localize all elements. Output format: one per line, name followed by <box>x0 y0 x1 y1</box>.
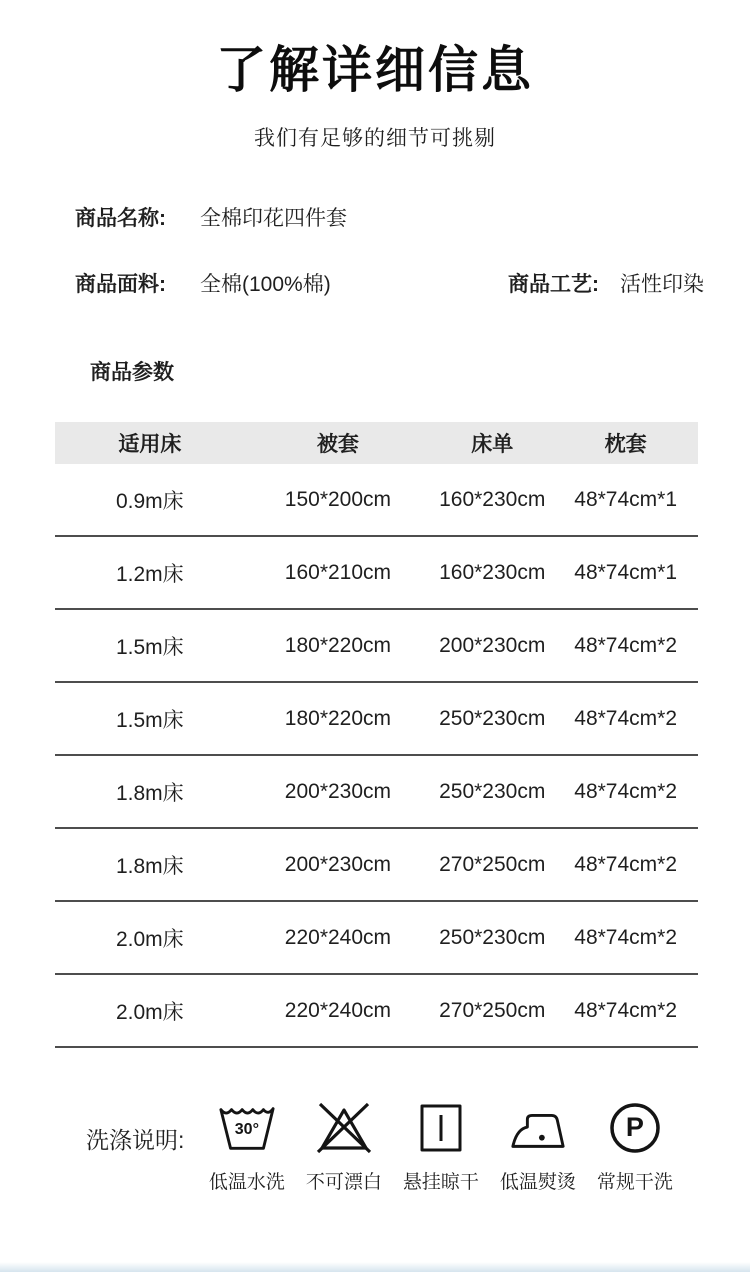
washing-item-hang-dry <box>392 1098 489 1194</box>
cell-duvet-cover: 220*240cm <box>284 998 392 1022</box>
cell-pillowcase: 48*74cm*2 <box>574 779 677 803</box>
header-bed: 适用床 <box>118 433 182 456</box>
washing-caption: 不可漂白 <box>305 1172 382 1193</box>
header-sheet: 床单 <box>471 433 514 456</box>
washing-item-no-bleach <box>295 1098 392 1194</box>
cell-duvet-cover: 150*200cm <box>284 487 392 511</box>
table-row <box>55 829 698 902</box>
dry-clean-icon <box>608 1098 662 1158</box>
table-row <box>55 902 698 975</box>
washing-item-iron-low <box>489 1098 586 1194</box>
cell-pillowcase: 48*74cm*2 <box>574 998 677 1022</box>
cell-duvet-cover: 180*220cm <box>284 633 392 657</box>
washing-instructions-label: 洗涤说明: <box>86 1127 185 1153</box>
params-section-title: 商品参数 <box>90 361 174 384</box>
cell-sheet: 250*230cm <box>439 779 546 803</box>
cell-bed: 1.2m床 <box>115 562 184 586</box>
header-pillowcase: 枕套 <box>604 433 647 456</box>
cell-pillowcase: 48*74cm*1 <box>574 487 677 511</box>
washing-item-dry-clean <box>586 1098 683 1194</box>
cell-sheet: 160*230cm <box>439 487 546 511</box>
cell-sheet: 200*230cm <box>439 633 546 657</box>
cell-duvet-cover: 200*230cm <box>284 852 392 876</box>
wash-temp-text: 30° <box>234 1121 259 1138</box>
header-duvet-cover: 被套 <box>316 433 359 456</box>
product-fabric-label: 商品面料: <box>75 273 166 296</box>
washing-items <box>198 1098 683 1194</box>
product-name-row <box>0 202 750 232</box>
cell-pillowcase: 48*74cm*2 <box>574 925 677 949</box>
table-row <box>55 975 698 1048</box>
cell-bed: 1.8m床 <box>115 781 184 805</box>
cell-bed: 1.5m床 <box>115 708 184 732</box>
page-title: 了解详细信息 <box>216 42 534 98</box>
washing-caption: 低温熨烫 <box>499 1172 576 1193</box>
table-row <box>55 537 698 610</box>
wash-30-icon <box>218 1098 276 1158</box>
table-row <box>55 683 698 756</box>
size-table-header <box>55 422 698 464</box>
no-bleach-icon <box>314 1098 374 1158</box>
product-craft-value: 活性印染 <box>620 273 704 296</box>
washing-instructions-section <box>86 1098 750 1194</box>
cell-bed: 0.9m床 <box>115 489 184 513</box>
cell-sheet: 270*250cm <box>439 852 546 876</box>
bottom-decor-strip <box>0 1262 750 1272</box>
cell-duvet-cover: 200*230cm <box>284 779 392 803</box>
cell-sheet: 250*230cm <box>439 706 546 730</box>
cell-sheet: 160*230cm <box>439 560 546 584</box>
product-name-value: 全棉印花四件套 <box>200 207 347 230</box>
cell-duvet-cover: 220*240cm <box>284 925 392 949</box>
table-row <box>55 756 698 829</box>
product-craft-label: 商品工艺: <box>508 273 599 296</box>
cell-sheet: 270*250cm <box>439 998 546 1022</box>
cell-sheet: 250*230cm <box>439 925 546 949</box>
cell-bed: 2.0m床 <box>115 927 184 951</box>
page-subtitle: 我们有足够的细节可挑剔 <box>254 127 496 150</box>
cell-bed: 2.0m床 <box>115 1000 184 1024</box>
washing-caption: 低温水洗 <box>208 1172 285 1193</box>
washing-caption: 常规干洗 <box>596 1172 673 1193</box>
size-table <box>55 422 698 1048</box>
cell-bed: 1.5m床 <box>115 635 184 659</box>
hang-dry-icon <box>417 1098 465 1158</box>
table-row <box>55 464 698 537</box>
cell-duvet-cover: 160*210cm <box>284 560 392 584</box>
product-name-label: 商品名称: <box>75 207 166 230</box>
product-info-section <box>0 202 750 298</box>
dry-clean-letter: P <box>625 1111 644 1142</box>
iron-low-icon <box>509 1098 567 1158</box>
washing-item-low-temp-wash <box>198 1098 295 1194</box>
cell-pillowcase: 48*74cm*2 <box>574 706 677 730</box>
cell-pillowcase: 48*74cm*2 <box>574 852 677 876</box>
cell-duvet-cover: 180*220cm <box>284 706 392 730</box>
cell-pillowcase: 48*74cm*1 <box>574 560 677 584</box>
washing-caption: 悬挂晾干 <box>402 1172 479 1193</box>
product-fabric-row <box>0 268 750 298</box>
product-fabric-value: 全棉(100%棉) <box>200 273 331 296</box>
cell-pillowcase: 48*74cm*2 <box>574 633 677 657</box>
cell-bed: 1.8m床 <box>115 854 184 878</box>
table-row <box>55 610 698 683</box>
